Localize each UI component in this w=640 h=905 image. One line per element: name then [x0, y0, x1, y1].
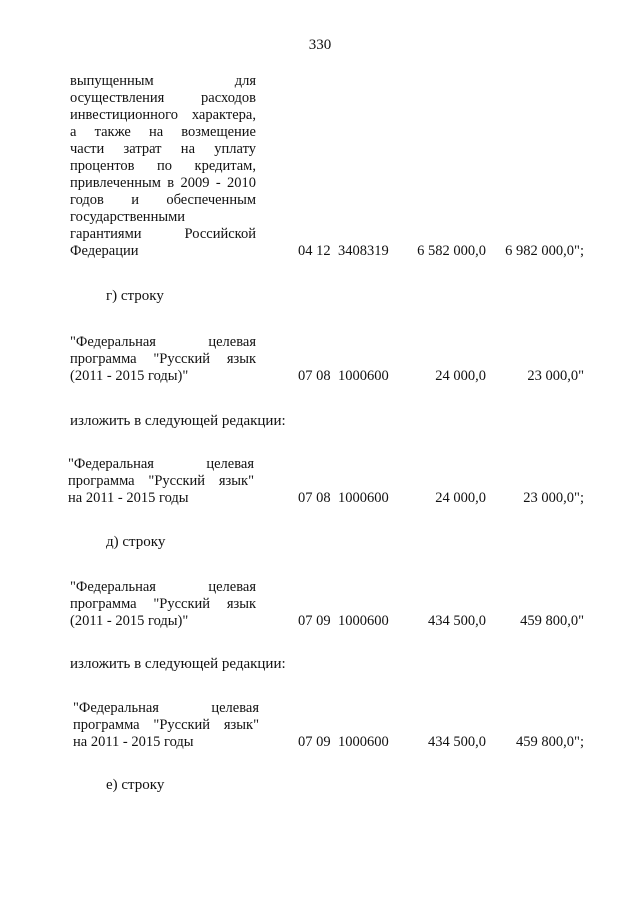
row-description	[68, 456, 254, 507]
description-line: программа "Русский язык"	[68, 473, 254, 489]
amount-1: 24 000,0	[435, 490, 486, 506]
amount-1: 6 582 000,0	[417, 243, 486, 259]
instruction-paragraph: изложить в следующей редакции:	[70, 656, 286, 672]
subitem-d: д) строку	[106, 534, 166, 550]
instruction-paragraph: изложить в следующей редакции:	[70, 413, 286, 429]
description-line: программа "Русский язык	[70, 596, 256, 612]
description-line: программа "Русский язык	[70, 351, 256, 367]
description-line: инвестиционного характера,	[70, 107, 256, 123]
amount-1: 24 000,0	[435, 368, 486, 384]
target-article-code: 3408319	[338, 243, 389, 259]
target-article-code: 1000600	[338, 368, 389, 384]
section-code: 07 09	[298, 734, 331, 750]
description-line: привлеченным в 2009 - 2010	[70, 175, 256, 191]
section-code: 07 08	[298, 490, 331, 506]
description-line: "Федеральная целевая	[70, 334, 256, 350]
description-line: части затрат на уплату	[70, 141, 256, 157]
amount-2: 23 000,0";	[523, 490, 584, 506]
description-line: "Федеральная целевая	[68, 456, 254, 472]
description-line: а также на возмещение	[70, 124, 256, 140]
description-line: выпущенным для	[70, 73, 256, 89]
description-line: (2011 - 2015 годы)"	[70, 613, 189, 629]
description-line: государственными	[70, 209, 186, 225]
page-number: 330	[308, 37, 332, 53]
description-line: процентов по кредитам,	[70, 158, 256, 174]
section-code: 04 12	[298, 243, 331, 259]
description-line: "Федеральная целевая	[70, 579, 256, 595]
amount-1: 434 500,0	[428, 613, 486, 629]
amount-2: 459 800,0"	[520, 613, 584, 629]
target-article-code: 1000600	[338, 734, 389, 750]
section-code: 07 09	[298, 613, 331, 629]
row-description	[70, 334, 256, 385]
row-description	[70, 579, 256, 630]
description-line: "Федеральная целевая	[73, 700, 259, 716]
amount-2: 23 000,0"	[527, 368, 584, 384]
amount-2: 459 800,0";	[516, 734, 584, 750]
description-line: на 2011 - 2015 годы	[68, 490, 189, 506]
subitem-e: е) строку	[106, 777, 165, 793]
description-line: годов и обеспеченным	[70, 192, 256, 208]
amount-1: 434 500,0	[428, 734, 486, 750]
row-description	[73, 700, 259, 751]
description-line: на 2011 - 2015 годы	[73, 734, 194, 750]
row-description	[70, 73, 256, 260]
description-line: осуществления расходов	[70, 90, 256, 106]
target-article-code: 1000600	[338, 490, 389, 506]
description-line: Федерации	[70, 243, 139, 259]
target-article-code: 1000600	[338, 613, 389, 629]
description-line: гарантиями Российской	[70, 226, 256, 242]
amount-2: 6 982 000,0";	[505, 243, 584, 259]
section-code: 07 08	[298, 368, 331, 384]
subitem-g: г) строку	[106, 288, 164, 304]
description-line: программа "Русский язык"	[73, 717, 259, 733]
description-line: (2011 - 2015 годы)"	[70, 368, 189, 384]
